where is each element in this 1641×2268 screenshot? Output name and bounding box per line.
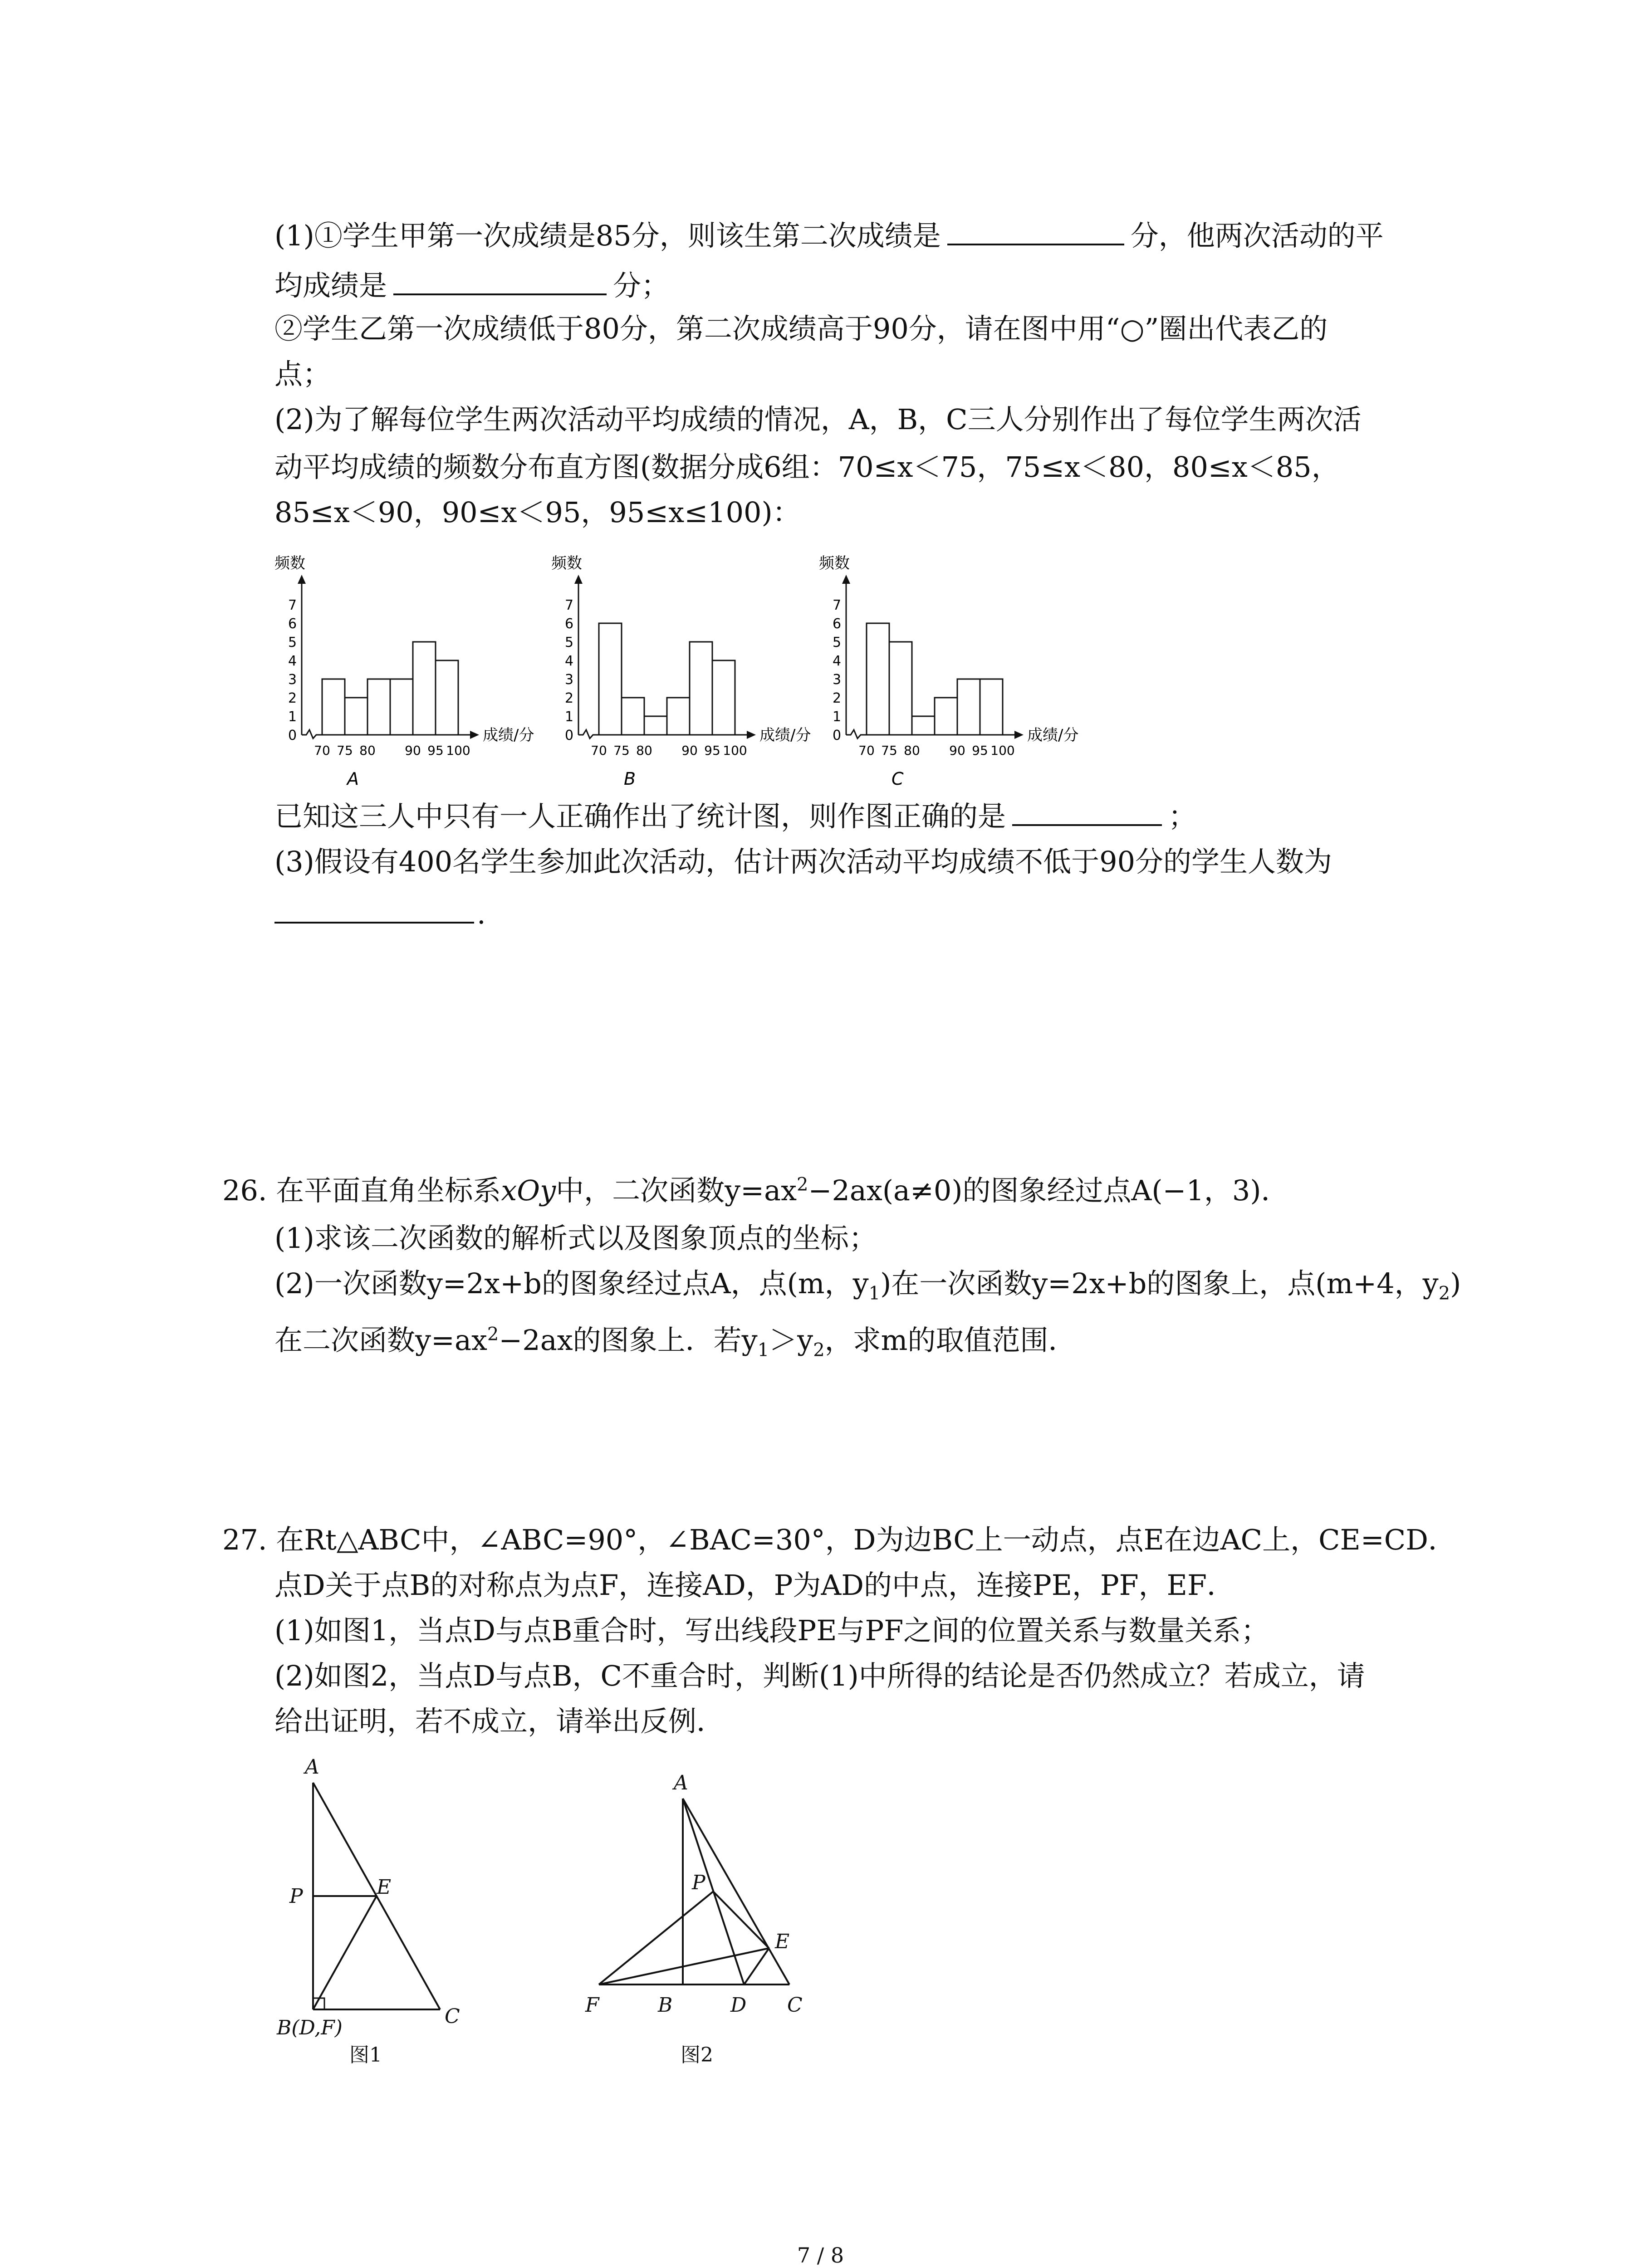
q26-line-4: 在二次函数$y=ax^2-2ax$的图象上．若$y_1>y_2$，求m的取值范围．	[274, 1324, 1077, 1361]
q26-line-3: (2)一次函数y=2x+b的图象经过点A，点(m，$y_1$)在一次函数y=2x+b的图象上，点(m+4，$y_2$)	[274, 1267, 1461, 1304]
histogram-bar	[690, 642, 712, 735]
x-tick-label: 80	[359, 743, 376, 758]
label-p: P	[692, 1871, 705, 1894]
histograms	[254, 535, 1116, 789]
histogram-bar	[622, 698, 644, 735]
label-c: C	[787, 1994, 803, 2017]
q25-line-7: 85≤x＜90，90≤x＜95，95≤x≤100)：	[274, 496, 801, 529]
histogram-bar	[436, 660, 458, 735]
y-tick-label: 6	[565, 616, 574, 632]
y-tick-label: 1	[833, 709, 842, 725]
x-tick-label: 75	[881, 743, 897, 758]
x-axis-label: 成绩/分	[759, 726, 811, 744]
segment-fe	[599, 1948, 769, 1984]
label-b-d-f: B(D,F)	[277, 2016, 343, 2039]
answer-blank-student-count[interactable]	[274, 896, 474, 924]
label-b: B	[658, 1994, 673, 2017]
x-tick-label: 100	[446, 743, 470, 758]
x-axis-label: 成绩/分	[483, 726, 534, 744]
q25-line-10: .	[274, 896, 486, 932]
x-tick-label: 95	[427, 743, 444, 758]
y-tick-label: 3	[565, 672, 574, 688]
histogram-bar	[345, 698, 367, 735]
y-tick-label: 4	[833, 653, 842, 669]
histogram-bar	[390, 679, 413, 735]
x-tick-label: 70	[591, 743, 607, 758]
histogram-bar	[413, 642, 436, 735]
histogram-bar	[957, 679, 980, 735]
label-a: A	[305, 1755, 319, 1779]
q27-line-3: (1)如图1，当点D与点B重合时，写出线段PE与PF之间的位置关系与数量关系；	[274, 1614, 1269, 1647]
y-tick-label: 5	[565, 635, 574, 650]
histogram-bar	[667, 698, 690, 735]
histogram-bar	[322, 679, 345, 735]
label-e: E	[775, 1930, 790, 1953]
q27-line-1: 27. 在Rt△ABC中，∠ABC=90°，∠BAC=30°，D为边BC上一动点，点E在边AC上，CE=CD．	[222, 1523, 1456, 1556]
y-tick-label: 0	[565, 728, 574, 743]
x-tick-label: 80	[636, 743, 652, 758]
segment-fp	[599, 1892, 713, 1984]
x-tick-label: 90	[405, 743, 421, 758]
y-tick-label: 2	[833, 690, 842, 706]
y-tick-label: 1	[565, 709, 574, 725]
histogram-bar	[889, 642, 912, 735]
y-tick-label: 4	[565, 653, 574, 669]
x-axis-arrow	[1014, 731, 1024, 739]
x-axis-arrow	[747, 731, 756, 739]
answer-blank-second-score[interactable]	[947, 218, 1124, 245]
q25-line-1: (1)①学生甲第一次成绩是85分，则该生第二次成绩是 分，他两次活动的平	[274, 219, 1384, 252]
chart-title: A	[347, 769, 359, 789]
q27-line-5: 给出证明，若不成立，请举出反例．	[274, 1705, 725, 1738]
histogram-bar	[980, 679, 1003, 735]
y-tick-label: 6	[833, 616, 842, 632]
histogram-bar	[712, 660, 735, 735]
figure-1-caption: 图1	[349, 2043, 382, 2067]
page-number: 7 / 8	[797, 2243, 844, 2268]
y-tick-label: 7	[565, 597, 574, 613]
histogram-bar	[599, 623, 622, 735]
q27-line-2: 点D关于点B的对称点为点F，连接AD，P为AD的中点，连接PE，PF，EF．	[274, 1569, 1235, 1602]
q25-line-4: 点；	[274, 357, 331, 391]
label-p: P	[289, 1885, 303, 1908]
y-tick-label: 0	[288, 728, 297, 743]
histogram-bar	[867, 623, 889, 735]
y-axis-arrow	[298, 575, 306, 584]
y-tick-label: 2	[565, 690, 574, 706]
x-tick-label: 95	[972, 743, 988, 758]
q25-line-8: 已知这三人中只有一人正确作出了统计图，则作图正确的是 ；	[274, 800, 1197, 833]
q25-line-9: (3)假设有400名学生参加此次活动，估计两次活动平均成绩不低于90分的学生人数为	[274, 845, 1332, 878]
y-tick-label: 7	[288, 597, 297, 613]
label-d: D	[730, 1994, 747, 2017]
answer-blank-average-score[interactable]	[393, 268, 607, 295]
x-tick-label: 100	[723, 743, 747, 758]
x-tick-label: 75	[613, 743, 630, 758]
y-tick-label: 5	[288, 635, 297, 650]
x-tick-label: 70	[858, 743, 875, 758]
x-tick-label: 90	[949, 743, 965, 758]
figure-1	[272, 1751, 508, 2070]
y-axis-arrow	[574, 575, 583, 584]
label-e: E	[377, 1876, 392, 1899]
label-c: C	[445, 2005, 460, 2028]
x-tick-label: 90	[681, 743, 698, 758]
x-tick-label: 95	[704, 743, 720, 758]
y-axis-label: 频数	[819, 554, 850, 572]
histogram-bar	[367, 679, 390, 735]
label-f: F	[585, 1994, 599, 2017]
x-tick-label: 100	[990, 743, 1015, 758]
y-axis-arrow	[842, 575, 850, 584]
y-tick-label: 2	[288, 690, 297, 706]
x-tick-label: 80	[904, 743, 920, 758]
q25-line-5: (2)为了解每位学生两次活动平均成绩的情况，A，B，C三人分别作出了每位学生两次活	[274, 403, 1362, 436]
y-tick-label: 5	[833, 635, 842, 650]
figure-2	[572, 1751, 853, 2070]
label-a: A	[674, 1771, 688, 1794]
q27-line-4: (2)如图2，当点D与点B，C不重合时，判断(1)中所得的结论是否仍然成立？若成立，请	[274, 1659, 1365, 1692]
x-tick-label: 70	[314, 743, 330, 758]
chart-title: C	[892, 769, 904, 789]
answer-blank-correct-chart[interactable]	[1012, 799, 1162, 826]
q25-line-3: ②学生乙第一次成绩低于80分，第二次成绩高于90分，请在图中用“○”圈出代表乙的	[274, 312, 1328, 345]
x-tick-label: 75	[337, 743, 353, 758]
segment-fe	[313, 1896, 377, 2009]
y-tick-label: 1	[288, 709, 297, 725]
q26-line-1: 26. 在平面直角坐标系xOy中，二次函数$y=ax^2-2ax(a\ne 0)$的图象经过点A(−1，3)．	[222, 1174, 1289, 1207]
y-tick-label: 4	[288, 653, 297, 669]
y-tick-label: 3	[288, 672, 297, 688]
x-axis-label: 成绩/分	[1027, 726, 1079, 744]
x-axis-arrow	[470, 731, 479, 739]
histogram-bar	[644, 716, 667, 735]
y-tick-label: 7	[833, 597, 842, 613]
figure-2-caption: 图2	[681, 2043, 713, 2067]
chart-title: B	[624, 769, 636, 789]
histogram-bar	[912, 716, 935, 735]
histogram-bar	[935, 698, 957, 735]
q26-line-2: (1)求该二次函数的解析式以及图象顶点的坐标；	[274, 1222, 877, 1255]
q25-line-6: 动平均成绩的频数分布直方图(数据分成6组：70≤x＜75，75≤x＜80，80≤x＜85，	[274, 450, 1340, 484]
q25-line-2: 均成绩是 分；	[274, 269, 670, 302]
y-tick-label: 6	[288, 616, 297, 632]
y-tick-label: 0	[833, 728, 842, 743]
y-axis-label: 频数	[551, 554, 582, 572]
y-axis-label: 频数	[274, 554, 305, 572]
y-tick-label: 3	[833, 672, 842, 688]
